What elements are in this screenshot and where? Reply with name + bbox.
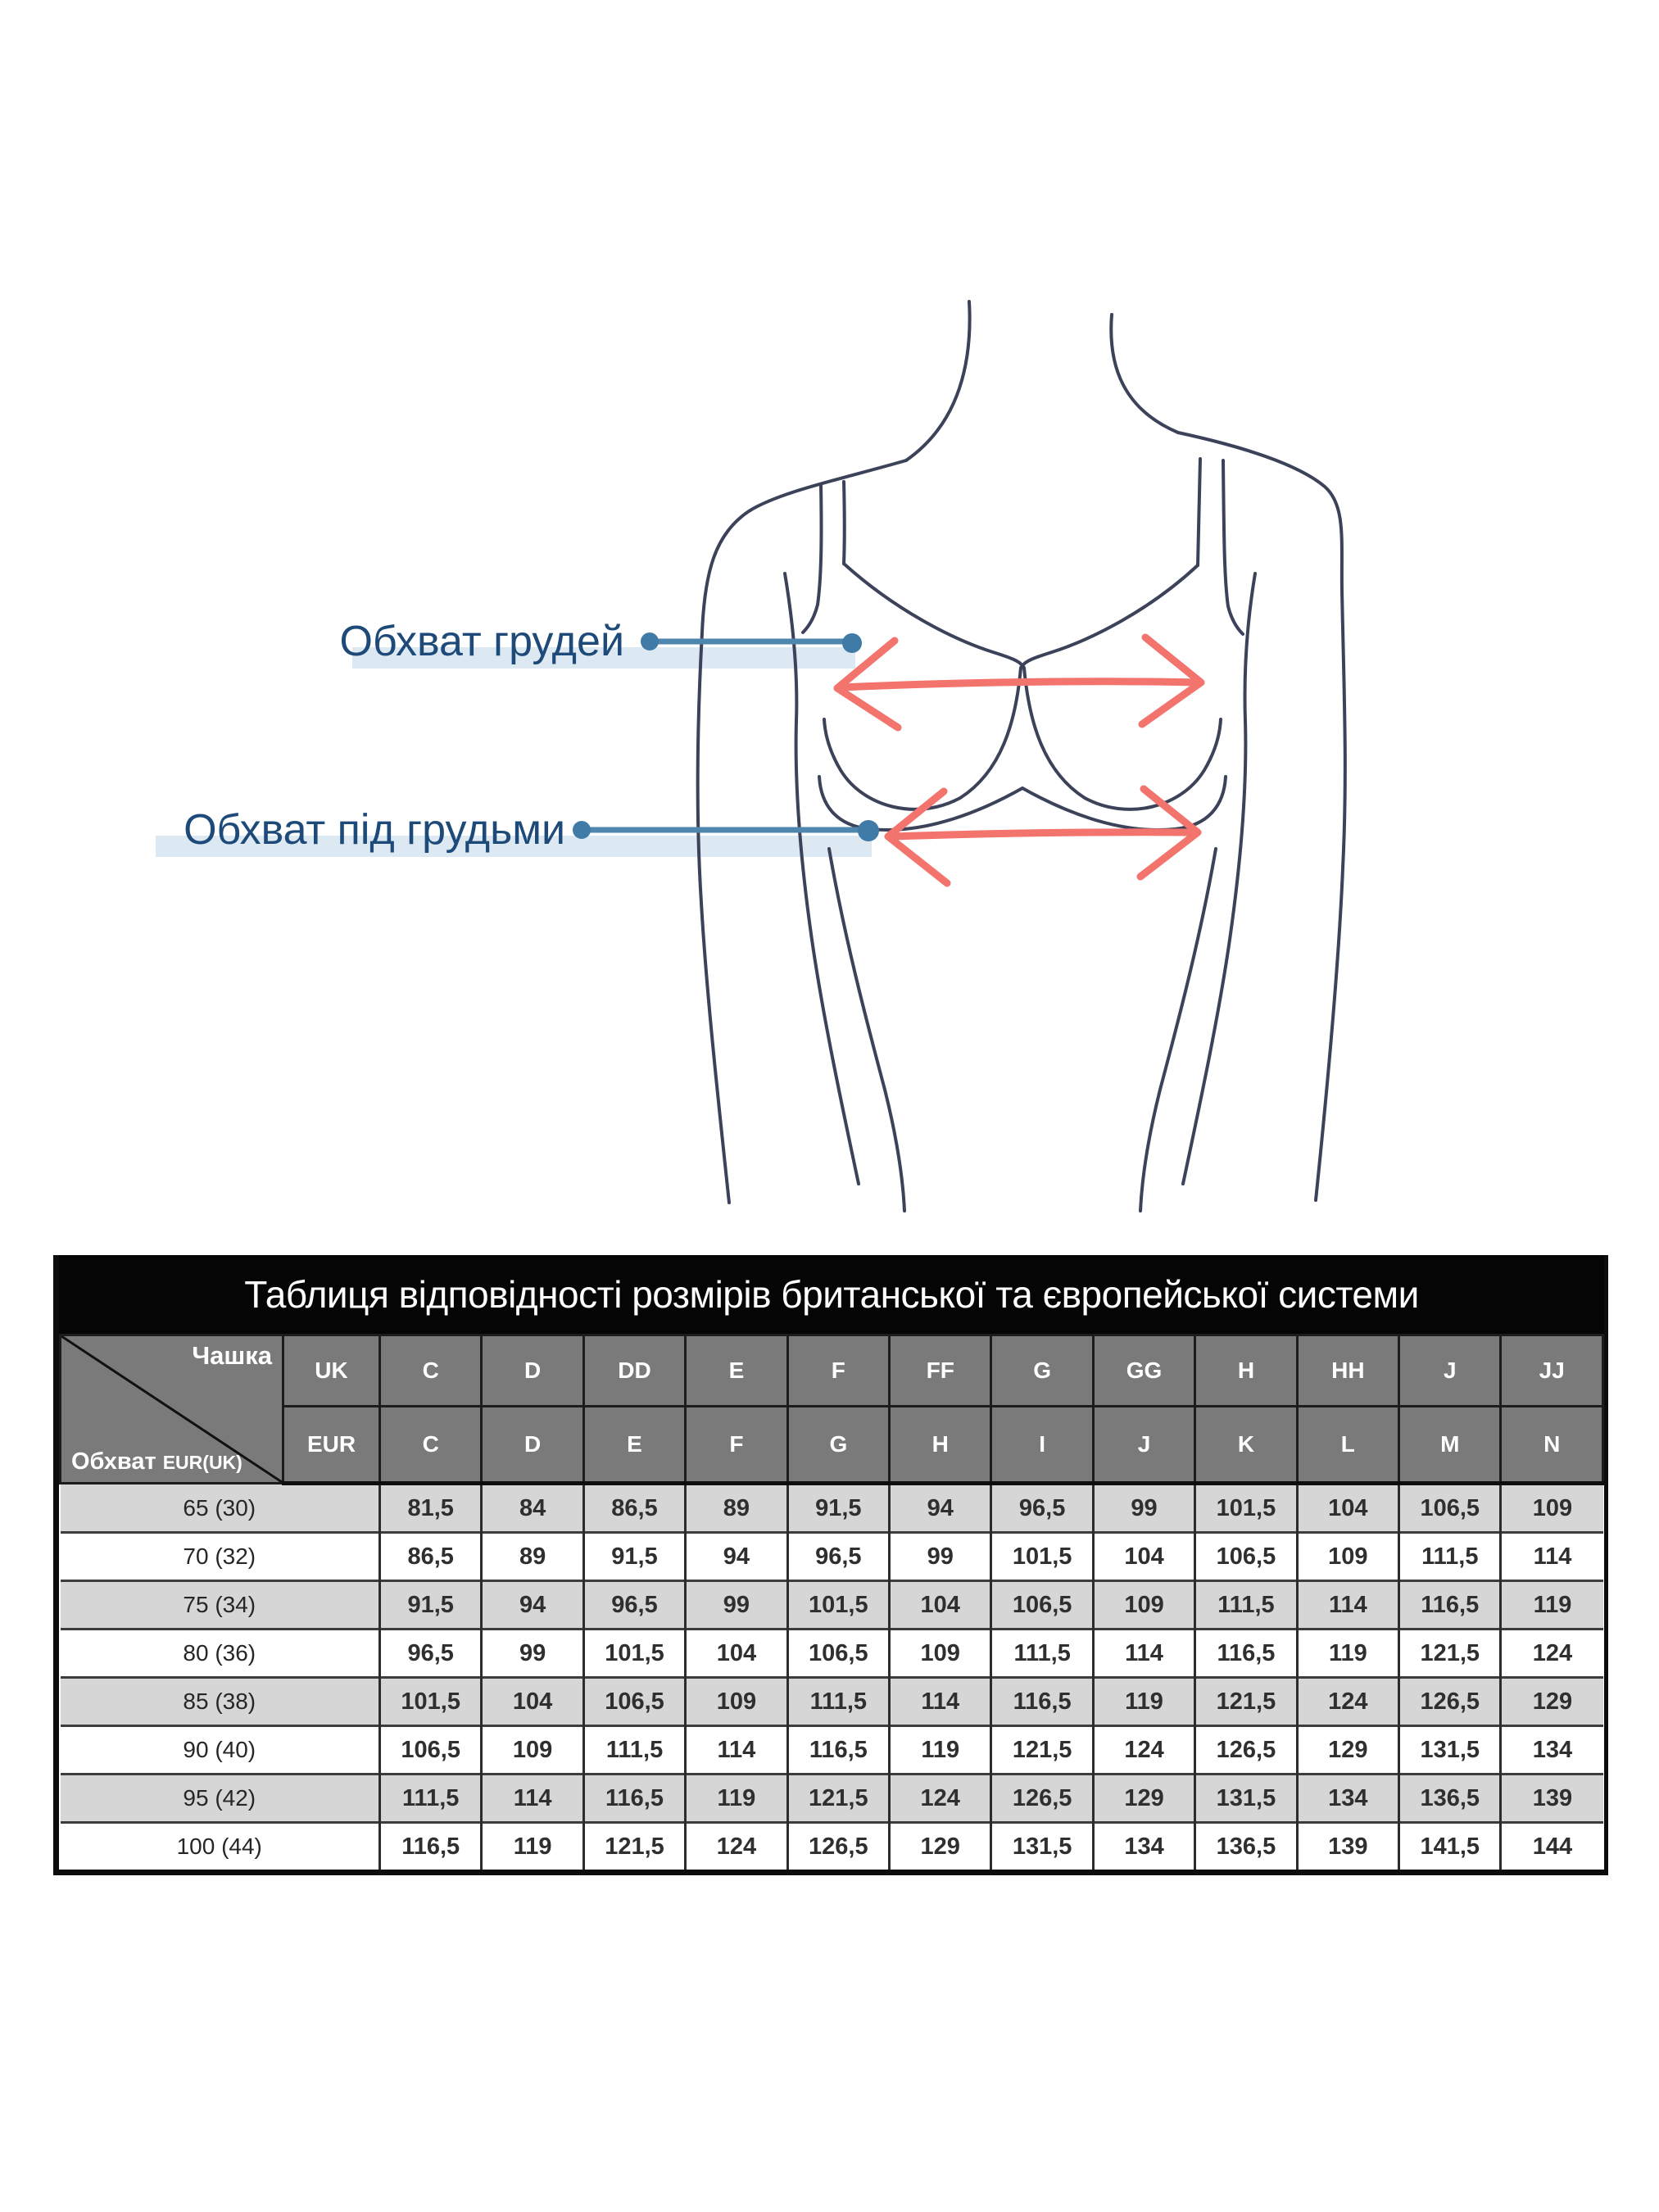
bust-value-cell: 106,5 [380, 1726, 482, 1775]
bust-value-cell: 96,5 [787, 1533, 889, 1581]
bust-value-cell: 141,5 [1399, 1823, 1501, 1870]
girth-row-header: 70 (32) [61, 1533, 380, 1581]
bust-value-cell: 129 [890, 1823, 991, 1870]
bust-leader-dot-right [842, 633, 862, 653]
bust-value-cell: 104 [686, 1630, 787, 1678]
girth-row-header: 90 (40) [61, 1726, 380, 1775]
eur-cup-size-cell: N [1501, 1407, 1603, 1484]
bust-value-cell: 124 [1297, 1678, 1398, 1726]
bust-value-cell: 106,5 [1195, 1533, 1297, 1581]
underbust-girth-label: Обхват під грудьми [184, 806, 565, 854]
bust-value-cell: 134 [1297, 1775, 1398, 1823]
bust-value-cell: 89 [482, 1533, 583, 1581]
bust-value-cell: 121,5 [1195, 1678, 1297, 1726]
bust-value-cell: 116,5 [1399, 1581, 1501, 1630]
bust-value-cell: 131,5 [1195, 1775, 1297, 1823]
cup-header-label: Чашка [192, 1341, 272, 1370]
right-strap-inner-line [1198, 459, 1200, 565]
bust-value-cell: 131,5 [1399, 1726, 1501, 1775]
eur-cup-size-cell: J [1093, 1407, 1194, 1484]
bust-value-cell: 101,5 [583, 1630, 685, 1678]
bust-value-cell: 101,5 [787, 1581, 889, 1630]
bust-value-cell: 134 [1501, 1726, 1603, 1775]
bust-value-cell: 116,5 [991, 1678, 1093, 1726]
bust-value-cell: 124 [686, 1823, 787, 1870]
bust-value-cell: 104 [482, 1678, 583, 1726]
table-title: Таблиця відповідності розмірів британської та європейської системи [59, 1255, 1604, 1334]
bust-value-cell: 111,5 [787, 1678, 889, 1726]
girth-row [61, 1823, 1603, 1870]
uk-cup-size-cell: H [1195, 1335, 1297, 1407]
uk-cup-size-cell: F [787, 1335, 889, 1407]
bust-value-cell: 106,5 [1399, 1484, 1501, 1533]
underbust-leader-dot-left [573, 821, 591, 839]
eur-cup-size-cell: D [482, 1407, 583, 1484]
girth-row-header: 75 (34) [61, 1581, 380, 1630]
uk-cup-size-cell: G [991, 1335, 1093, 1407]
bust-value-cell: 99 [482, 1630, 583, 1678]
bust-value-cell: 101,5 [1195, 1484, 1297, 1533]
right-waist-line [1140, 849, 1216, 1211]
bust-value-cell: 116,5 [787, 1726, 889, 1775]
bust-value-cell: 94 [890, 1484, 991, 1533]
bust-value-cell: 109 [482, 1726, 583, 1775]
bust-value-cell: 144 [1501, 1823, 1603, 1870]
bust-value-cell: 104 [1093, 1533, 1194, 1581]
bust-leader-dot-left [641, 632, 659, 650]
bust-value-cell: 101,5 [380, 1678, 482, 1726]
bust-value-cell: 114 [1297, 1581, 1398, 1630]
neck-right-line [1111, 315, 1178, 433]
left-strap-inner-line [844, 482, 845, 564]
bust-value-cell: 104 [890, 1581, 991, 1630]
girth-row-header: 95 (42) [61, 1775, 380, 1823]
eur-sizes-row [61, 1407, 1603, 1484]
eur-cup-size-cell: C [380, 1407, 482, 1484]
bust-value-cell: 109 [686, 1678, 787, 1726]
bust-value-cell: 116,5 [583, 1775, 685, 1823]
uk-sizes-row [61, 1335, 1603, 1407]
bust-value-cell: 119 [1501, 1581, 1603, 1630]
bust-value-cell: 129 [1297, 1726, 1398, 1775]
uk-cup-size-cell: DD [583, 1335, 685, 1407]
bust-value-cell: 126,5 [787, 1823, 889, 1870]
uk-system-label: UK [283, 1335, 380, 1407]
bust-value-cell: 91,5 [583, 1533, 685, 1581]
bust-value-cell: 139 [1501, 1775, 1603, 1823]
right-strap-outer-line [1223, 460, 1243, 634]
eur-cup-size-cell: H [890, 1407, 991, 1484]
girth-units: EUR(UK) [162, 1452, 243, 1473]
bust-value-cell: 91,5 [380, 1581, 482, 1630]
uk-cup-size-cell: GG [1093, 1335, 1194, 1407]
girth-row [61, 1630, 1603, 1678]
bust-value-cell: 111,5 [380, 1775, 482, 1823]
bust-value-cell: 119 [1093, 1678, 1194, 1726]
bust-value-cell: 116,5 [1195, 1630, 1297, 1678]
uk-cup-size-cell: C [380, 1335, 482, 1407]
bust-value-cell: 136,5 [1195, 1823, 1297, 1870]
bust-value-cell: 99 [1093, 1484, 1194, 1533]
uk-cup-size-cell: HH [1297, 1335, 1398, 1407]
uk-cup-size-cell: D [482, 1335, 583, 1407]
uk-cup-size-cell: E [686, 1335, 787, 1407]
left-waist-line [829, 849, 904, 1211]
uk-cup-size-cell: J [1399, 1335, 1501, 1407]
bust-value-cell: 89 [686, 1484, 787, 1533]
size-conversion-table [53, 1255, 1608, 1875]
bust-value-cell: 109 [890, 1630, 991, 1678]
bust-value-cell: 136,5 [1399, 1775, 1501, 1823]
bust-girth-label: Обхват грудей [339, 618, 624, 665]
bust-value-cell: 134 [1093, 1823, 1194, 1870]
right-inner-arm-line [1183, 573, 1255, 1184]
uk-cup-size-cell: FF [890, 1335, 991, 1407]
bust-value-cell: 114 [482, 1775, 583, 1823]
bust-value-cell: 109 [1501, 1484, 1603, 1533]
bust-value-cell: 126,5 [1195, 1726, 1297, 1775]
girth-row [61, 1484, 1603, 1533]
eur-cup-size-cell: G [787, 1407, 889, 1484]
bust-value-cell: 121,5 [583, 1823, 685, 1870]
girth-header-label [71, 1448, 243, 1475]
bust-value-cell: 119 [1297, 1630, 1398, 1678]
bust-value-cell: 124 [890, 1775, 991, 1823]
girth-row-header: 100 (44) [61, 1823, 380, 1870]
left-strap-outer-line [803, 485, 822, 632]
bust-value-cell: 99 [686, 1581, 787, 1630]
bust-value-cell: 96,5 [380, 1630, 482, 1678]
bust-value-cell: 131,5 [991, 1823, 1093, 1870]
girth-word: Обхват [71, 1448, 156, 1475]
bust-value-cell: 81,5 [380, 1484, 482, 1533]
bust-value-cell: 126,5 [991, 1775, 1093, 1823]
girth-row-header: 80 (36) [61, 1630, 380, 1678]
underbust-leader-dot-right [858, 820, 879, 841]
bust-value-cell: 111,5 [583, 1726, 685, 1775]
bust-value-cell: 114 [1501, 1533, 1603, 1581]
bust-value-cell: 111,5 [1195, 1581, 1297, 1630]
bust-value-cell: 94 [482, 1581, 583, 1630]
girth-row [61, 1726, 1603, 1775]
bust-value-cell: 109 [1093, 1581, 1194, 1630]
bust-value-cell: 124 [1093, 1726, 1194, 1775]
girth-row [61, 1775, 1603, 1823]
bust-value-cell: 121,5 [1399, 1630, 1501, 1678]
size-grid [59, 1334, 1604, 1870]
girth-row [61, 1581, 1603, 1630]
bust-value-cell: 99 [890, 1533, 991, 1581]
bust-value-cell: 119 [686, 1775, 787, 1823]
eur-cup-size-cell: L [1297, 1407, 1398, 1484]
bust-value-cell: 91,5 [787, 1484, 889, 1533]
bust-value-cell: 86,5 [583, 1484, 685, 1533]
bust-value-cell: 101,5 [991, 1533, 1093, 1581]
bust-value-cell: 119 [482, 1823, 583, 1870]
size-table-body [61, 1484, 1603, 1870]
bust-value-cell: 96,5 [583, 1581, 685, 1630]
bust-value-cell: 84 [482, 1484, 583, 1533]
torso-outline [698, 301, 1345, 1211]
bust-value-cell: 104 [1297, 1484, 1398, 1533]
girth-row [61, 1533, 1603, 1581]
eur-cup-size-cell: M [1399, 1407, 1501, 1484]
bust-value-cell: 96,5 [991, 1484, 1093, 1533]
bust-value-cell: 106,5 [583, 1678, 685, 1726]
bust-value-cell: 139 [1297, 1823, 1398, 1870]
uk-cup-size-cell: JJ [1501, 1335, 1603, 1407]
bust-value-cell: 114 [686, 1726, 787, 1775]
bust-value-cell: 106,5 [991, 1581, 1093, 1630]
bust-value-cell: 86,5 [380, 1533, 482, 1581]
girth-row-header: 85 (38) [61, 1678, 380, 1726]
bra-neckline [844, 564, 1198, 666]
bust-value-cell: 109 [1297, 1533, 1398, 1581]
eur-cup-size-cell: E [583, 1407, 685, 1484]
bust-value-cell: 94 [686, 1533, 787, 1581]
bust-value-cell: 114 [1093, 1630, 1194, 1678]
girth-row [61, 1678, 1603, 1726]
underbust-arrow-shaft [893, 832, 1193, 836]
bust-value-cell: 111,5 [1399, 1533, 1501, 1581]
bra-outline [803, 459, 1243, 830]
bust-value-cell: 114 [890, 1678, 991, 1726]
eur-system-label: EUR [283, 1407, 380, 1484]
bust-value-cell: 111,5 [991, 1630, 1093, 1678]
bust-value-cell: 129 [1501, 1678, 1603, 1726]
bust-value-cell: 126,5 [1399, 1678, 1501, 1726]
eur-cup-size-cell: I [991, 1407, 1093, 1484]
eur-cup-size-cell: F [686, 1407, 787, 1484]
bust-value-cell: 119 [890, 1726, 991, 1775]
bust-value-cell: 121,5 [991, 1726, 1093, 1775]
eur-cup-size-cell: K [1195, 1407, 1297, 1484]
bust-value-cell: 124 [1501, 1630, 1603, 1678]
bust-value-cell: 121,5 [787, 1775, 889, 1823]
girth-row-header: 65 (30) [61, 1484, 380, 1533]
corner-cell [61, 1335, 283, 1484]
neck-left-line [906, 301, 970, 460]
bust-value-cell: 116,5 [380, 1823, 482, 1870]
bust-value-cell: 129 [1093, 1775, 1194, 1823]
bust-value-cell: 106,5 [787, 1630, 889, 1678]
